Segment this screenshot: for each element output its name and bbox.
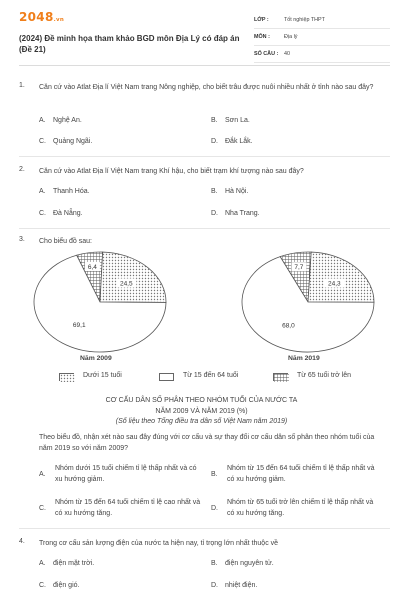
meta-value: 40 [284, 51, 290, 57]
option-d[interactable]: D. nhiệt điện. [211, 582, 258, 589]
pie-2009 [34, 252, 166, 352]
legend-swatch [59, 373, 74, 381]
page-header [0, 0, 400, 66]
question-number: 2. [19, 166, 25, 173]
pie-caption-2019: Năm 2019 [288, 355, 320, 362]
question-4 [19, 538, 384, 594]
slice-value-label: 6,4 [87, 263, 97, 271]
document-title: (2024) Đề minh họa tham khảo BGD môn Địa Lý có đáp án (Đề 21) [19, 34, 240, 54]
pie-2019 [242, 252, 374, 352]
meta-row-class [254, 12, 390, 29]
pie-caption-2009: Năm 2009 [80, 355, 112, 362]
question-divider [19, 528, 390, 529]
option-a[interactable]: A. điện mặt trời. [39, 560, 95, 567]
question-text: Theo biểu đồ, nhận xét nào sau đây đúng với cơ cấu và sự thay đổi cơ cấu dân số phân theo nhóm tuổi của năm 2019 so với năm 2009? [39, 434, 375, 452]
chart-source: (Số liệu theo Tổng điều tra dân số Việt Nam năm 2019) [115, 418, 288, 425]
meta-key: LỚP : [254, 17, 269, 23]
meta-row-subject [254, 29, 390, 46]
chart-title: CƠ CẤU DÂN SỐ PHÂN THEO NHÓM TUỔI CỦA NƯỚC TA [105, 397, 298, 404]
option-d[interactable]: D. Đắk Lắk. [211, 138, 253, 145]
option-a[interactable]: A. Thanh Hóa. [39, 188, 90, 195]
document-meta [254, 12, 390, 63]
slice-value-label: 68,0 [282, 322, 295, 330]
question-2 [19, 166, 384, 226]
option-b[interactable]: B. điện nguyên tử. [211, 560, 274, 567]
option-b[interactable]: B. Sơn La. [211, 117, 250, 124]
option-a[interactable]: A. Nghệ An. [39, 117, 82, 124]
chart-subtitle: NĂM 2009 VÀ NĂM 2019 (%) [155, 408, 248, 415]
slice-value-label: 7,7 [294, 264, 304, 272]
legend-swatch [159, 373, 174, 381]
option-d[interactable]: D. Nha Trang. [211, 210, 260, 217]
question-number: 1. [19, 82, 25, 89]
site-logo[interactable] [19, 10, 64, 24]
question-number: 4. [19, 538, 25, 545]
logo-tld: .vn [53, 17, 65, 23]
option-c[interactable]: C. Đà Nẵng. [39, 210, 83, 217]
slice-value-label: 24,3 [328, 280, 341, 288]
option-c[interactable]: C. điện gió. [39, 582, 80, 589]
legend-swatch [273, 373, 288, 381]
chart-legend: Dưới 15 tuổi Từ 15 đến 64 tuổi Từ 65 tuổi trở lên [59, 372, 379, 384]
header-divider [19, 65, 390, 66]
meta-value: Địa lý [284, 34, 298, 40]
slice-value-label: 69,1 [72, 322, 86, 330]
question-text: Trong cơ cấu sản lượng điện của nước ta hiện nay, tỉ trọng lớn nhất thuộc về [39, 540, 279, 547]
meta-row-count [254, 46, 390, 63]
meta-key: MÔN : [254, 34, 270, 40]
slice-under-15 [100, 252, 166, 302]
question-number: 3. [19, 236, 25, 243]
option-c[interactable]: C. Quảng Ngãi. [39, 138, 93, 145]
question-text: Căn cứ vào Atlat Địa lí Việt Nam trang Khí hậu, cho biết trạm khí tượng nào sau đây? [39, 168, 304, 175]
question-text: Căn cứ vào Atlat Địa lí Việt Nam trang Nông nghiệp, cho biết trâu được nuôi nhiều nhất ở tỉnh nào sau đây? [39, 84, 374, 91]
option-b[interactable]: B. Hà Nội. [211, 188, 249, 195]
question-divider [19, 156, 390, 157]
meta-value: Tốt nghiệp THPT [284, 17, 325, 23]
logo-text: 2048 [19, 10, 54, 24]
slice-under-15 [308, 252, 374, 302]
question-3-prompt [19, 432, 384, 456]
slice-value-label: 24,5 [119, 280, 133, 288]
meta-key: SỐ CÂU : [254, 51, 279, 57]
question-text: Cho biểu đồ sau: [39, 238, 92, 245]
question-divider [19, 228, 390, 229]
question-1 [19, 82, 384, 152]
pie-charts [0, 244, 400, 370]
